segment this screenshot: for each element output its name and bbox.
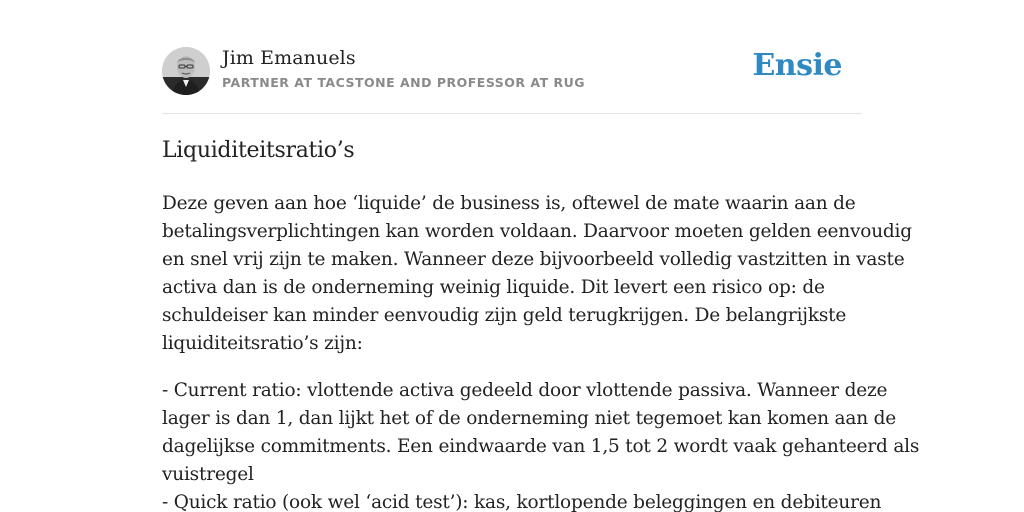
article-title: Liquiditeitsratio’s: [162, 138, 355, 163]
paragraph-line: liquiditeitsratio’s zijn:: [162, 333, 363, 354]
author-photo: [162, 47, 210, 95]
paragraph-line: lager is dan 1, dan lijkt het of de onderneming niet tegemoet kan komen aan de: [162, 408, 897, 429]
header-divider: [162, 113, 862, 114]
paragraph-line: Deze geven aan hoe ‘liquide’ de business is, oftewel de mate waarin aan de: [162, 193, 856, 214]
article-paragraph-1: [162, 190, 912, 358]
paragraph-line: - Quick ratio (ook wel ‘acid test’): kas, kortlopende beleggingen en debiteuren: [162, 492, 882, 512]
paragraph-line: schuldeiser kan minder eenvoudig zijn geld terugkrijgen. De belangrijkste: [162, 305, 847, 326]
author-avatar[interactable]: [162, 47, 210, 95]
author-header: [162, 44, 862, 100]
paragraph-line: dagelijkse commitments. Een eindwaarde van 1,5 tot 2 wordt vaak gehanteerd als: [162, 436, 920, 457]
author-name[interactable]: Jim Emanuels: [222, 47, 356, 69]
article-paragraph-2: [162, 377, 920, 512]
paragraph-line: en snel vrij zijn te maken. Wanneer deze bijvoorbeeld volledig vastzitten in vaste: [162, 249, 905, 270]
brand-logo[interactable]: Ensie: [752, 48, 842, 83]
paragraph-line: activa dan is de onderneming weinig liquide. Dit levert een risico op: de: [162, 277, 825, 298]
paragraph-line: betalingsverplichtingen kan worden voldaan. Daarvoor moeten gelden eenvoudig: [162, 221, 912, 242]
paragraph-line: vuistregel: [162, 464, 254, 485]
author-role: PARTNER AT TACSTONE AND PROFESSOR AT RUG: [222, 75, 585, 90]
paragraph-line: - Current ratio: vlottende activa gedeeld door vlottende passiva. Wanneer deze: [162, 380, 888, 401]
